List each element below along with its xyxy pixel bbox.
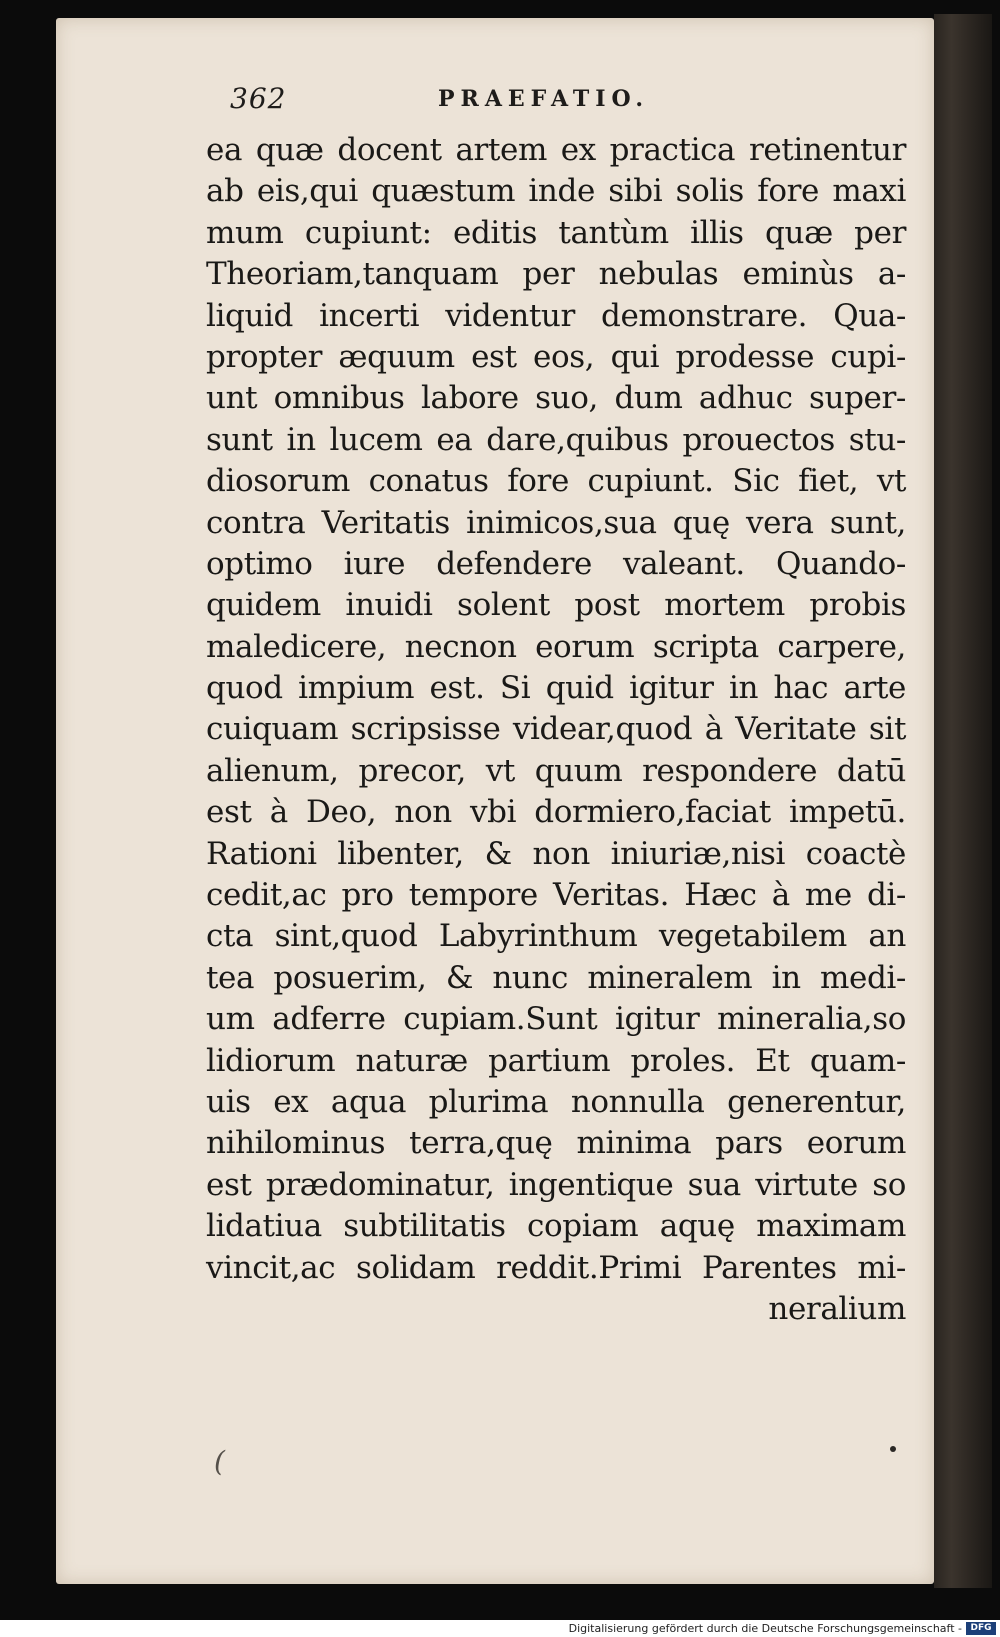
text-line: tea posuerim, & nunc mineralem in medi- [206, 959, 906, 996]
text-line: vincit,ac solidam reddit.Primi Parentes mi- [206, 1249, 906, 1286]
text-line: Rationi libenter, & non iniuriæ,nisi coactè [206, 835, 906, 872]
page-header [230, 82, 890, 122]
text-line: unt omnibus labore suo, dum adhuc super- [206, 380, 906, 417]
text-line: est à Deo, non vbi dormiero,faciat impetū. [206, 794, 906, 831]
margin-mark: ( [214, 1445, 225, 1478]
text-line: nihilominus terra,quę minima pars eorum [206, 1125, 906, 1162]
text-line: est prædominatur, ingentique sua virtute so [206, 1166, 906, 1203]
text-line: contra Veritatis inimicos,sua quę vera sunt, [206, 504, 906, 541]
text-line: cuiquam scripsisse videar,quod à Veritate sit [206, 711, 906, 748]
text-line: quidem inuidi solent post mortem probis [206, 587, 906, 624]
text-line: cta sint,quod Labyrinthum vegetabilem an [206, 918, 906, 955]
page-number: 362 [230, 82, 287, 115]
text-line: liquid incerti videntur demonstrare. Qua- [206, 297, 906, 334]
text-line: um adferre cupiam.Sunt igitur mineralia,so [206, 1001, 906, 1038]
text-line: alienum, precor, vt quum respondere datū [206, 752, 906, 789]
text-line: lidiorum naturæ partium proles. Et quam- [206, 1042, 906, 1079]
text-line: sunt in lucem ea dare,quibus prouectos stu- [206, 421, 906, 458]
body-text [206, 130, 906, 1330]
ink-dot [890, 1446, 896, 1452]
page-edge [934, 14, 992, 1588]
text-line: optimo iure defendere valeant. Quando- [206, 545, 906, 582]
text-line: Theoriam,tanquam per nebulas eminùs a- [206, 256, 906, 293]
text-line: lidatiua subtilitatis copiam aquę maximam [206, 1208, 906, 1245]
text-line: cedit,ac pro tempore Veritas. Hæc à me di- [206, 877, 906, 914]
text-line: diosorum conatus fore cupiunt. Sic fiet, vt [206, 463, 906, 500]
text-line: propter æquum est eos, qui prodesse cupi- [206, 338, 906, 375]
footer-credit: Digitalisierung gefördert durch die Deutsche Forschungsgemeinschaft - [568, 1622, 962, 1635]
dfg-logo: DFG [966, 1622, 996, 1635]
text-line: ab eis,qui quæstum inde sibi solis fore maxi [206, 173, 906, 210]
running-head: PRAEFATIO. [438, 86, 650, 112]
text-line: uis ex aqua plurima nonnulla generentur, [206, 1083, 906, 1120]
text-line: maledicere, necnon eorum scripta carpere, [206, 628, 906, 665]
catchword: neralium [768, 1290, 906, 1327]
text-line: ea quæ docent artem ex practica retinentur [206, 132, 906, 168]
text-line: mum cupiunt: editis tantùm illis quæ per [206, 214, 906, 251]
text-line: quod impium est. Si quid igitur in hac arte [206, 670, 906, 707]
